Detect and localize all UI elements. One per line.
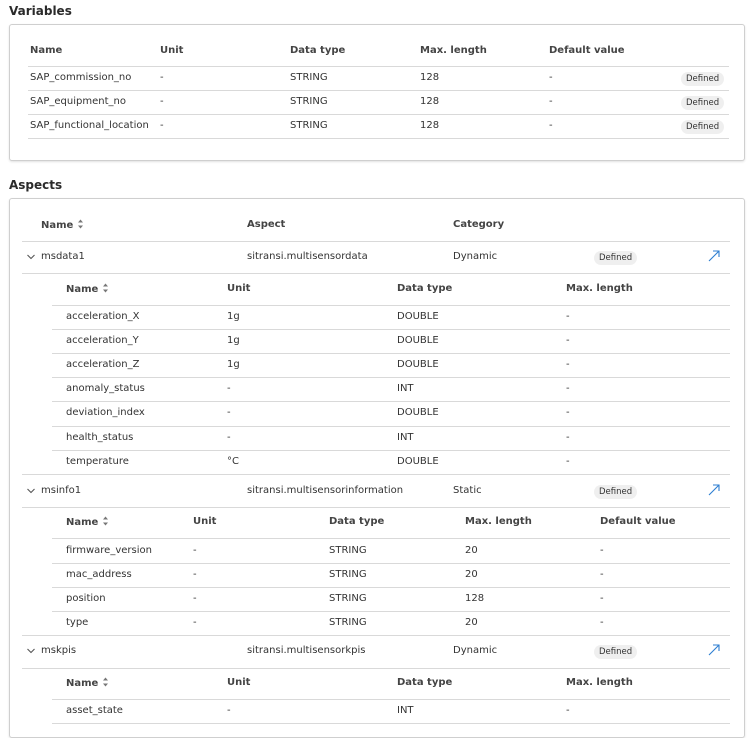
col-header-max-length[interactable]: Max. length bbox=[566, 677, 633, 688]
divider bbox=[52, 450, 730, 451]
divider bbox=[28, 138, 729, 139]
divider bbox=[52, 305, 730, 306]
divider bbox=[22, 474, 730, 475]
table-row[interactable] bbox=[10, 335, 744, 349]
variable-unit: - bbox=[227, 705, 231, 716]
col-header-unit[interactable]: Unit bbox=[160, 45, 184, 56]
divider bbox=[28, 66, 729, 67]
variable-data-type: STRING bbox=[329, 617, 367, 628]
variable-unit: °C bbox=[227, 456, 239, 467]
variable-name: type bbox=[66, 617, 89, 628]
aspects-card bbox=[9, 198, 745, 738]
col-header-name[interactable]: Name bbox=[66, 516, 109, 528]
chevron-down-icon[interactable] bbox=[26, 486, 36, 496]
sub-header-row bbox=[10, 283, 744, 297]
table-row[interactable] bbox=[10, 456, 744, 470]
status-badge: Defined bbox=[681, 120, 724, 134]
divider bbox=[52, 329, 730, 330]
col-header-name[interactable]: Name bbox=[41, 219, 84, 231]
col-header-name[interactable]: Name bbox=[30, 45, 63, 56]
aspect-name: msinfo1 bbox=[41, 485, 82, 496]
variable-name: asset_state bbox=[66, 705, 123, 716]
aspect-row-mskpis[interactable] bbox=[10, 644, 744, 660]
table-row[interactable] bbox=[10, 311, 744, 325]
variable-data-type: STRING bbox=[329, 593, 367, 604]
divider bbox=[52, 401, 730, 402]
divider bbox=[52, 563, 730, 564]
variable-max-length: - bbox=[566, 456, 570, 467]
variable-unit: - bbox=[193, 545, 197, 556]
divider bbox=[22, 241, 730, 242]
external-link-icon[interactable] bbox=[706, 482, 722, 498]
status-badge: Defined bbox=[594, 485, 637, 499]
table-row[interactable] bbox=[10, 569, 744, 583]
sort-icon[interactable] bbox=[102, 283, 109, 293]
variable-name: acceleration_Z bbox=[66, 359, 140, 370]
divider bbox=[28, 90, 729, 91]
chevron-down-icon[interactable] bbox=[26, 646, 36, 656]
sub-header-row bbox=[10, 677, 744, 691]
variable-data-type: DOUBLE bbox=[397, 359, 439, 370]
variable-data-type: INT bbox=[397, 383, 414, 394]
variable-max-length: 20 bbox=[465, 569, 478, 580]
table-row[interactable] bbox=[10, 593, 744, 607]
sort-icon[interactable] bbox=[102, 516, 109, 526]
variable-unit: - bbox=[227, 407, 231, 418]
variable-name: health_status bbox=[66, 432, 134, 443]
divider bbox=[22, 635, 730, 636]
variable-unit: - bbox=[193, 593, 197, 604]
divider bbox=[52, 426, 730, 427]
variable-unit: - bbox=[227, 432, 231, 443]
variable-name: temperature bbox=[66, 456, 129, 467]
sort-icon[interactable] bbox=[77, 219, 84, 229]
status-badge: Defined bbox=[681, 72, 724, 86]
variable-unit: 1g bbox=[227, 311, 240, 322]
status-badge: Defined bbox=[594, 251, 637, 265]
table-row[interactable] bbox=[10, 617, 744, 631]
divider bbox=[22, 668, 730, 669]
variable-name: SAP_commission_no bbox=[30, 72, 132, 83]
variable-name: position bbox=[66, 593, 106, 604]
aspect-row-msdata1[interactable] bbox=[10, 250, 744, 266]
table-row[interactable] bbox=[10, 96, 744, 110]
aspect-type: sitransi.multisensorkpis bbox=[247, 645, 366, 656]
variable-max-length: - bbox=[566, 432, 570, 443]
variable-max-length: 128 bbox=[420, 96, 440, 107]
col-header-max-length[interactable]: Max. length bbox=[465, 516, 532, 527]
variable-default-value: - bbox=[549, 72, 553, 83]
col-header-max-length[interactable]: Max. length bbox=[566, 283, 633, 294]
aspect-category: Static bbox=[453, 485, 482, 496]
variable-max-length: - bbox=[566, 359, 570, 370]
divider bbox=[52, 353, 730, 354]
aspect-category: Dynamic bbox=[453, 645, 498, 656]
variable-max-length: - bbox=[566, 335, 570, 346]
divider bbox=[22, 273, 730, 274]
aspect-name: mskpis bbox=[41, 645, 77, 656]
col-header-default-value[interactable]: Default value bbox=[600, 516, 676, 527]
aspects-header-row bbox=[10, 219, 744, 233]
table-row[interactable] bbox=[10, 383, 744, 397]
aspect-category: Dynamic bbox=[453, 251, 498, 262]
sort-icon[interactable] bbox=[102, 677, 109, 687]
aspect-type: sitransi.multisensorinformation bbox=[247, 485, 404, 496]
aspect-name: msdata1 bbox=[41, 251, 85, 262]
variable-max-length: - bbox=[566, 383, 570, 394]
variables-title: Variables bbox=[9, 4, 72, 18]
col-header-max-length[interactable]: Max. length bbox=[420, 45, 487, 56]
variable-max-length: 20 bbox=[465, 545, 478, 556]
variable-name: anomaly_status bbox=[66, 383, 145, 394]
variable-unit: - bbox=[227, 383, 231, 394]
variable-default-value: - bbox=[600, 569, 604, 580]
status-badge: Defined bbox=[594, 645, 637, 659]
variable-unit: 1g bbox=[227, 359, 240, 370]
variable-default-value: - bbox=[600, 593, 604, 604]
aspects-title: Aspects bbox=[9, 178, 63, 192]
table-row[interactable] bbox=[10, 407, 744, 421]
variable-default-value: - bbox=[600, 545, 604, 556]
variable-max-length: - bbox=[566, 705, 570, 716]
external-link-icon[interactable] bbox=[706, 248, 722, 264]
variable-data-type: INT bbox=[397, 432, 414, 443]
external-link-icon[interactable] bbox=[706, 642, 722, 658]
variable-unit: - bbox=[160, 96, 164, 107]
variable-name: SAP_equipment_no bbox=[30, 96, 126, 107]
variable-default-value: - bbox=[600, 617, 604, 628]
variable-max-length: - bbox=[566, 407, 570, 418]
variable-max-length: 20 bbox=[465, 617, 478, 628]
variable-data-type: DOUBLE bbox=[397, 456, 439, 467]
table-row[interactable] bbox=[10, 359, 744, 373]
variable-name: acceleration_X bbox=[66, 311, 140, 322]
variable-unit: - bbox=[160, 72, 164, 83]
col-header-name[interactable]: Name bbox=[66, 677, 109, 689]
chevron-down-icon[interactable] bbox=[26, 252, 36, 262]
col-header-aspect[interactable]: Aspect bbox=[247, 219, 286, 230]
divider bbox=[52, 377, 730, 378]
divider bbox=[22, 507, 730, 508]
variable-data-type: INT bbox=[397, 705, 414, 716]
col-header-data-type[interactable]: Data type bbox=[397, 283, 453, 294]
col-header-category[interactable]: Category bbox=[453, 219, 505, 230]
variable-data-type: STRING bbox=[290, 72, 328, 83]
divider bbox=[52, 538, 730, 539]
table-row[interactable] bbox=[10, 72, 744, 86]
divider bbox=[28, 114, 729, 115]
status-badge: Defined bbox=[681, 96, 724, 110]
table-row[interactable] bbox=[10, 120, 744, 134]
sub-header-row bbox=[10, 516, 744, 530]
col-header-unit[interactable]: Unit bbox=[227, 283, 251, 294]
variable-data-type: STRING bbox=[329, 569, 367, 580]
variable-max-length: 128 bbox=[420, 72, 440, 83]
variable-name: acceleration_Y bbox=[66, 335, 139, 346]
col-header-name[interactable]: Name bbox=[66, 283, 109, 295]
table-row[interactable] bbox=[10, 432, 744, 446]
variable-max-length: 128 bbox=[465, 593, 485, 604]
variable-default-value: - bbox=[549, 96, 553, 107]
variable-unit: - bbox=[193, 617, 197, 628]
variable-unit: 1g bbox=[227, 335, 240, 346]
col-header-unit[interactable]: Unit bbox=[193, 516, 217, 527]
table-row[interactable] bbox=[10, 545, 744, 559]
variable-name: firmware_version bbox=[66, 545, 152, 556]
variables-card bbox=[9, 24, 745, 161]
variable-name: mac_address bbox=[66, 569, 132, 580]
variable-data-type: STRING bbox=[329, 545, 367, 556]
variable-unit: - bbox=[160, 120, 164, 131]
col-header-unit[interactable]: Unit bbox=[227, 677, 251, 688]
aspect-row-msinfo1[interactable] bbox=[10, 484, 744, 500]
variables-header-row bbox=[10, 45, 744, 59]
col-header-data-type[interactable]: Data type bbox=[397, 677, 453, 688]
variable-data-type: DOUBLE bbox=[397, 335, 439, 346]
variable-name: SAP_functional_location bbox=[30, 120, 149, 131]
variable-data-type: STRING bbox=[290, 96, 328, 107]
col-header-data-type[interactable]: Data type bbox=[290, 45, 346, 56]
variable-max-length: 128 bbox=[420, 120, 440, 131]
variable-data-type: DOUBLE bbox=[397, 407, 439, 418]
variable-default-value: - bbox=[549, 120, 553, 131]
variable-unit: - bbox=[193, 569, 197, 580]
divider bbox=[52, 699, 730, 700]
divider bbox=[52, 611, 730, 612]
aspect-type: sitransi.multisensordata bbox=[247, 251, 368, 262]
variable-name: deviation_index bbox=[66, 407, 145, 418]
divider bbox=[52, 587, 730, 588]
divider bbox=[52, 723, 730, 724]
variable-max-length: - bbox=[566, 311, 570, 322]
col-header-data-type[interactable]: Data type bbox=[329, 516, 385, 527]
table-row[interactable] bbox=[10, 705, 744, 719]
variable-data-type: STRING bbox=[290, 120, 328, 131]
variable-data-type: DOUBLE bbox=[397, 311, 439, 322]
col-header-default-value[interactable]: Default value bbox=[549, 45, 625, 56]
